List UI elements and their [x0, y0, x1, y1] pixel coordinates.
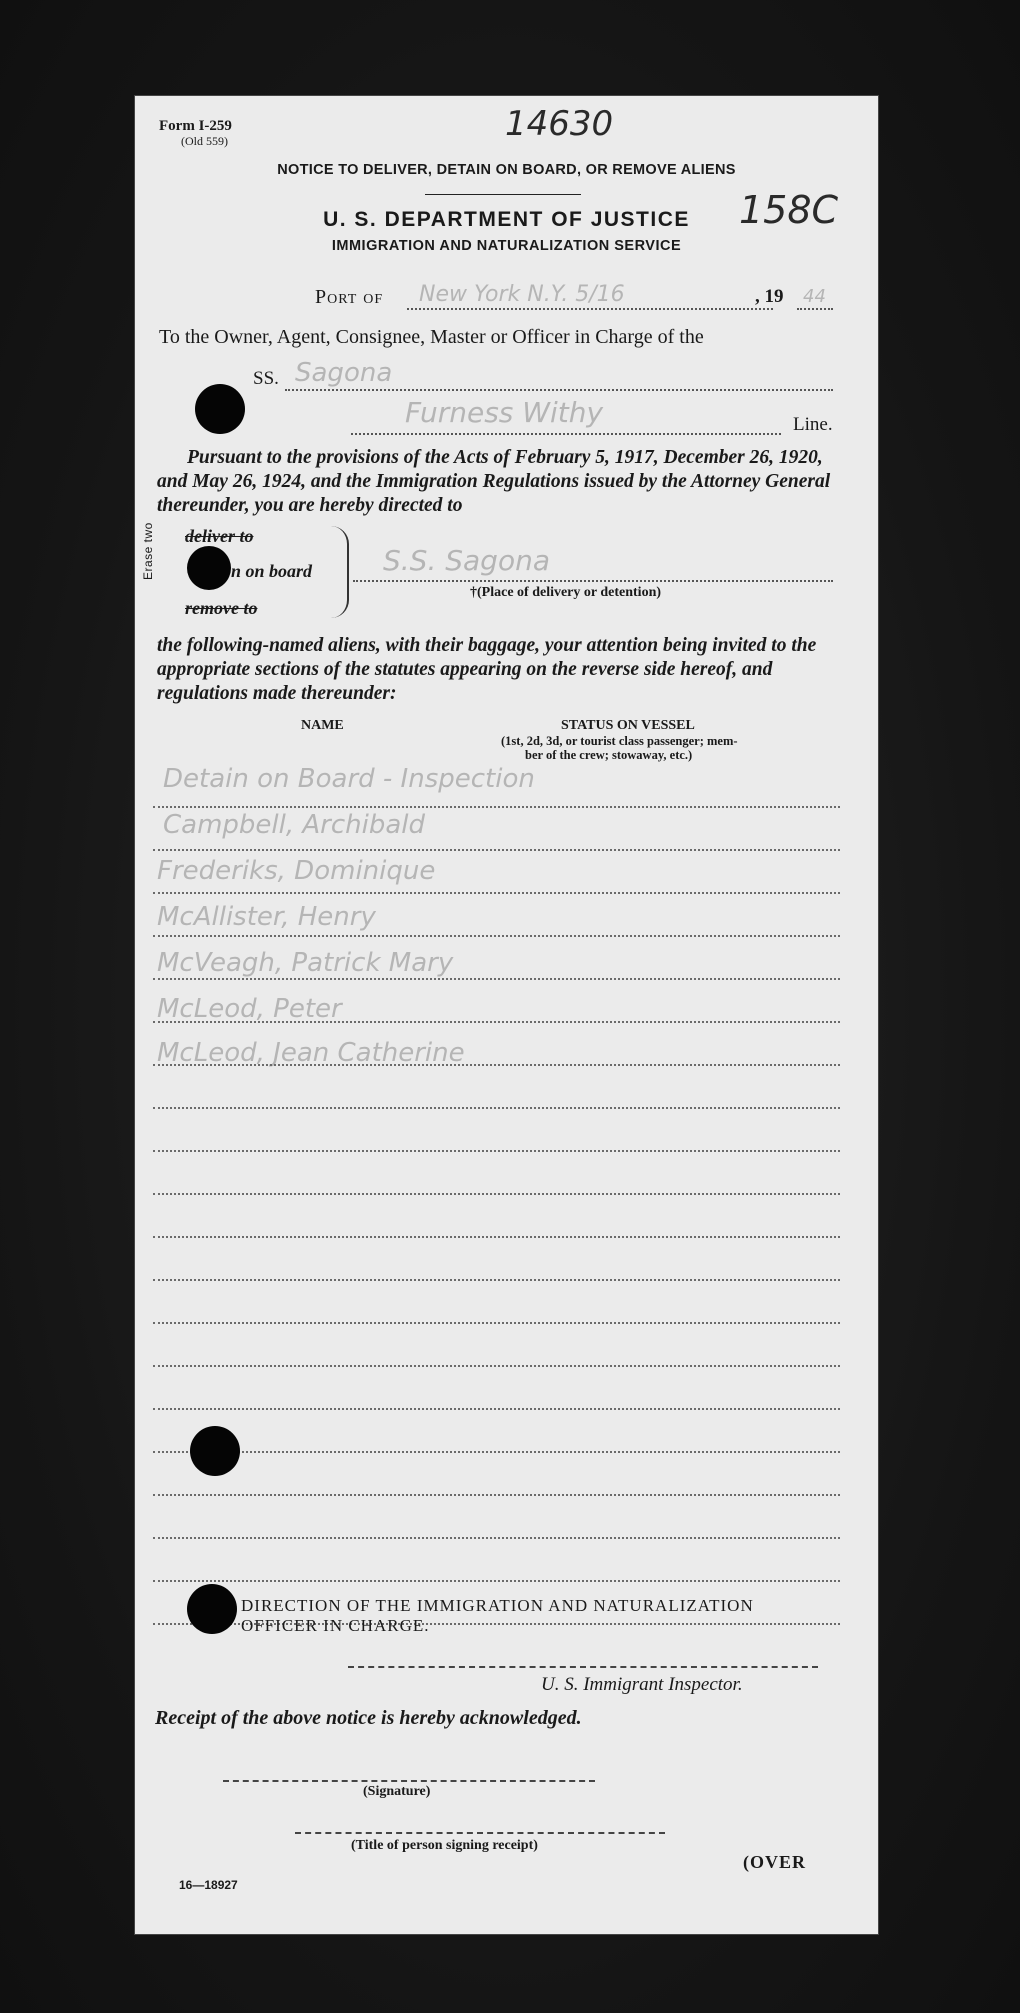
- port-label: Port of: [315, 286, 384, 308]
- entry-line: [153, 978, 840, 980]
- entry-line: [153, 1494, 840, 1496]
- entry-line: [153, 1322, 840, 1324]
- title-line: [295, 1832, 665, 1834]
- entry-handwritten: Detain on Board - Inspection: [163, 764, 535, 794]
- option-deliver: deliver to: [185, 526, 254, 546]
- signature-caption: (Signature): [363, 1784, 431, 1799]
- signature-line: [223, 1780, 595, 1782]
- erase-two-label: Erase two: [141, 522, 155, 580]
- form-old-number: (Old 559): [181, 134, 228, 148]
- provisions-paragraph: Pursuant to the provisions of the Acts of February 5, 1917, December 26, 1920, and May 26, 1924, and the Immigration Regulations issued by the Attorney General thereunder, you are hereby directed to: [157, 447, 831, 516]
- entry-line: [153, 1580, 840, 1582]
- entry-line: [153, 892, 840, 894]
- name-column-header: NAME: [301, 718, 344, 733]
- entry-line: [153, 1150, 840, 1152]
- punch-hole: [187, 1584, 237, 1634]
- entry-handwritten: McLeod, Jean Catherine: [157, 1038, 465, 1068]
- entry-handwritten: McLeod, Peter: [157, 994, 342, 1024]
- department-title: U. S. DEPARTMENT OF JUSTICE: [323, 208, 690, 231]
- punch-hole: [195, 384, 245, 434]
- direction-line1: DIRECTION OF THE IMMIGRATION AND NATURALIZATION: [241, 1596, 754, 1615]
- line-handwritten: Furness Withy: [405, 396, 604, 429]
- entry-line: [153, 1408, 840, 1410]
- punch-hole: [187, 546, 231, 590]
- ss-handwritten: Sagona: [295, 358, 393, 388]
- year-handwritten: 44: [803, 286, 826, 307]
- line-field-line: [351, 433, 781, 435]
- inspector-signature-line: [348, 1666, 818, 1668]
- port-handwritten-value: New York N.Y. 5/16: [419, 282, 625, 307]
- entry-line: [153, 1365, 840, 1367]
- entry-line: [153, 806, 840, 808]
- entry-line: [153, 1021, 840, 1023]
- line-label: Line.: [793, 414, 833, 435]
- entry-handwritten: Frederiks, Dominique: [157, 856, 436, 886]
- form-number: Form I-259: [159, 118, 232, 134]
- ss-label: SS.: [253, 368, 279, 389]
- entry-line: [153, 849, 840, 851]
- notice-title: NOTICE TO DELIVER, DETAIN ON BOARD, OR REMOVE ALIENS: [277, 162, 736, 178]
- place-handwritten: S.S. Sagona: [383, 544, 550, 577]
- entry-line: [153, 1537, 840, 1539]
- entry-line: [153, 935, 840, 937]
- entry-handwritten: Campbell, Archibald: [163, 810, 426, 840]
- aliens-paragraph: the following-named aliens, with their baggage, your attention being invited to the appropriate sections of the statutes appearing on the reverse side hereof, and regulations made thereunder:: [157, 635, 817, 704]
- entry-line: [153, 1064, 840, 1066]
- receipt-statement: Receipt of the above notice is hereby acknowledged.: [155, 1707, 582, 1729]
- status-note-line1: (1st, 2d, 3d, or tourist class passenger; mem-: [501, 734, 738, 748]
- direction-line2: OFFICER IN CHARGE.: [241, 1616, 430, 1635]
- title-divider: [425, 194, 581, 195]
- status-column-header: STATUS ON VESSEL: [561, 718, 695, 733]
- handwritten-file-number: 14630: [505, 104, 614, 144]
- punch-hole: [190, 1426, 240, 1476]
- service-title: IMMIGRATION AND NATURALIZATION SERVICE: [331, 238, 682, 254]
- option-remove: remove to: [185, 598, 258, 618]
- handwritten-code: 158C: [739, 188, 839, 232]
- over-label: (OVER: [743, 1852, 806, 1872]
- entry-handwritten: McAllister, Henry: [157, 902, 376, 932]
- print-code: 16—18927: [179, 1878, 238, 1892]
- option-brace: [331, 526, 349, 618]
- entry-line: [153, 1236, 840, 1238]
- form-page: [135, 96, 878, 1934]
- year-prefix: , 19: [755, 286, 784, 307]
- place-field-line: [353, 580, 833, 582]
- entry-line: [153, 1279, 840, 1281]
- port-field-line: [407, 308, 773, 310]
- ss-field-line: [285, 389, 833, 391]
- entry-line: [153, 1107, 840, 1109]
- entry-line: [153, 1451, 840, 1453]
- status-note-line2: ber of the crew; stowaway, etc.): [525, 748, 693, 762]
- year-field-line: [797, 308, 833, 310]
- entry-handwritten: McVeagh, Patrick Mary: [157, 948, 454, 978]
- title-caption: (Title of person signing receipt): [351, 1838, 538, 1853]
- addressee-line: To the Owner, Agent, Consignee, Master or Officer in Charge of the: [159, 326, 704, 348]
- option-detain: n on board: [231, 561, 313, 581]
- entry-line: [153, 1193, 840, 1195]
- inspector-title: U. S. Immigrant Inspector.: [541, 1674, 743, 1695]
- place-caption: †(Place of delivery or detention): [470, 585, 662, 600]
